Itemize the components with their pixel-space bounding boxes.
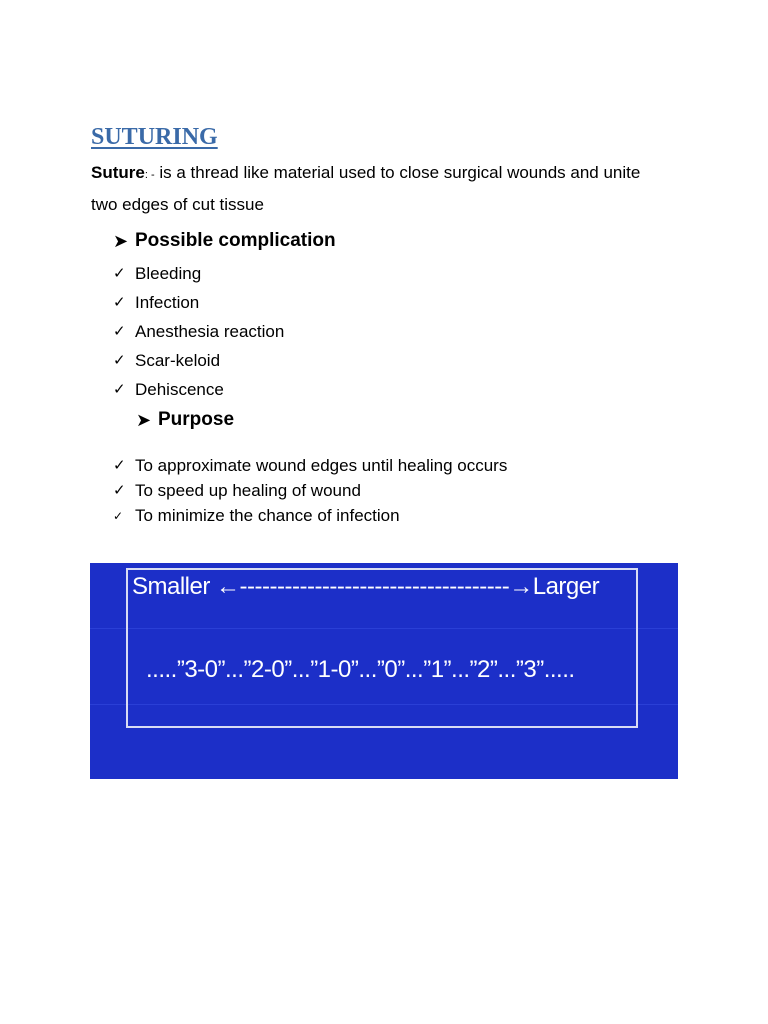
- list-item-text: Dehiscence: [135, 380, 224, 399]
- list-item: [113, 291, 284, 320]
- checkmark-icon: ✓: [113, 294, 126, 311]
- size-scale-label: Smaller ←------------------------------------→Larger: [132, 573, 600, 600]
- checkmark-icon: ✓: [113, 323, 126, 340]
- checkmark-icon: ✓: [113, 381, 126, 398]
- section-heading-purpose: [136, 409, 234, 431]
- section-heading-label: Possible complication: [135, 230, 336, 251]
- list-item: [113, 479, 507, 504]
- list-item-text: To speed up healing of wound: [135, 481, 361, 500]
- suture-definition: [91, 158, 671, 219]
- list-item: [113, 349, 284, 378]
- definition-text: is a thread like material used to close surgical wounds and unite two edges of cut tissue: [91, 163, 641, 214]
- checkmark-icon: ✓: [113, 482, 126, 499]
- section-heading-complication: [113, 230, 336, 252]
- list-item-text: Bleeding: [135, 264, 202, 283]
- arrowhead-icon: ➤: [113, 230, 129, 251]
- list-item: [113, 320, 284, 349]
- list-item: [113, 454, 507, 479]
- list-item: [113, 378, 284, 407]
- definition-separator: : -: [144, 169, 155, 181]
- checkmark-icon: ✓: [113, 457, 126, 474]
- checkmark-icon: ✓: [113, 509, 124, 523]
- list-item-text: Infection: [135, 293, 200, 312]
- list-item-text: To minimize the chance of infection: [135, 506, 400, 525]
- list-item: [113, 504, 507, 529]
- section-heading-label: Purpose: [158, 409, 235, 430]
- list-item: [113, 262, 284, 291]
- checkmark-icon: ✓: [113, 352, 126, 369]
- suture-size-banner: [90, 563, 678, 779]
- list-item-text: Scar-keloid: [135, 351, 221, 370]
- complication-list: [113, 262, 284, 407]
- arrowhead-icon: ➤: [136, 409, 152, 430]
- definition-term: Suture: [91, 163, 145, 182]
- checkmark-icon: ✓: [113, 265, 126, 282]
- document-title: SUTURING: [91, 124, 218, 150]
- list-item-text: To approximate wound edges until healing occurs: [135, 456, 508, 475]
- list-item-text: Anesthesia reaction: [135, 322, 285, 341]
- suture-size-sequence: .....”3-0”...”2-0”...”1-0”...”0”...”1”...”2”...”3”.....: [146, 656, 575, 683]
- purpose-list: [113, 454, 507, 529]
